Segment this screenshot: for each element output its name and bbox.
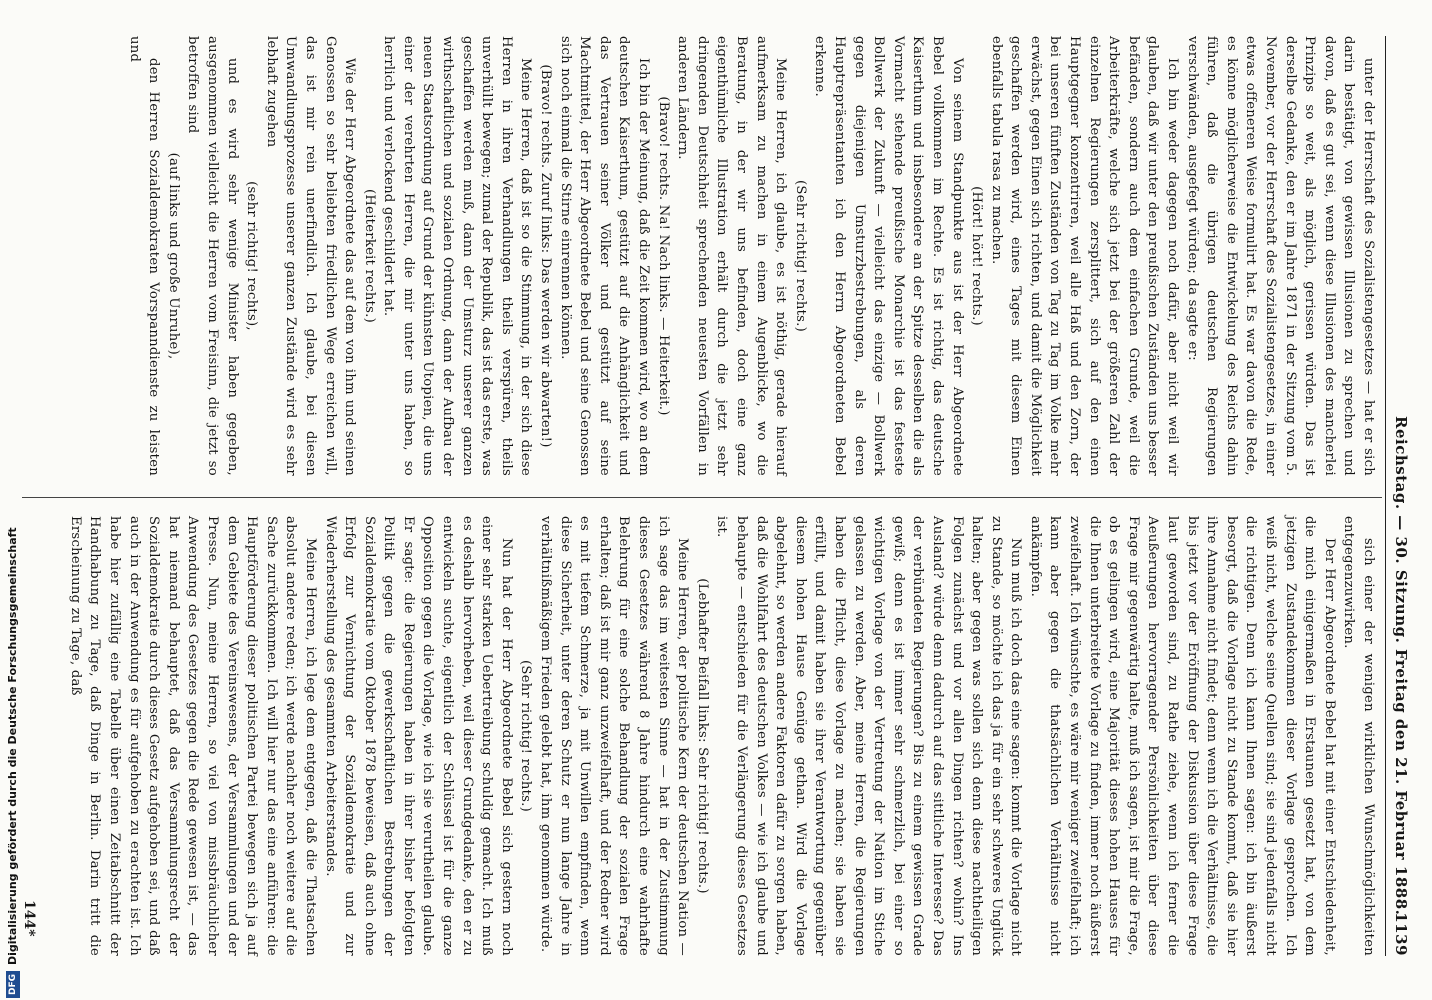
paragraph: den Herren Sozialdemokraten Vorspanndienste zu leisten und (126, 36, 162, 476)
paragraph: Ich bin der Meinung, daß die Zeit kommen wird, wo an dem deutschen Kaiserthum, gestützt auf die Anhänglichkeit und das Vertrauen seiner Völker und gestützt auf seine Machtmittel, der Herr Abgeordnete Bebel und seine Genossen sich noch einmal die Stirne einrennen können. (557, 36, 652, 476)
digitization-credit (4, 527, 22, 998)
paragraph: (Hört! hört! rechts.) (969, 186, 985, 326)
paragraph: Meine Herren, daß ist so die Stimmung, in der sich diese Herren in ihren Verhandlungen theils verspüren, theils unverhüllt bewegen; zumal der Republik, das ist das erste, was geschaffen werden muß, dann der Umsturz unserer ganzen wirthschaftlichen und sozialen Ordnung, dann der Aufbau der neuen Staatsordnung auf Grund der kühnsten Utopien, die uns einer der verehrten Herren, die mir unter uns haben, so herrlich und verlockend geschildert hat. (381, 36, 534, 476)
paragraph: Ich bin weder dagegen noch dafür, aber nicht weil wir glauben, daß wir unter den preußischen Zuständen uns besser befänden, sondern auch dem einfachen Grunde, weil die Arbeiterkräfte, welche sich jetzt bei der größeren Zahl der einzelnen Regierungen zersplittert, sich auf den einen Hauptgegner konzentriren, weil alle Haß und den Zorn, der bei unseren fünften Zuständen von Tag zu Tag im Volke mehr erwächst, gegen Einen sich richten, und damit die Möglichkeit geschaffen werden wird, eines Tages mit diesem Einen ebenfalls tabula rasa zu machen. (988, 36, 1181, 476)
paragraph: (Bravo! rechts. Na! Nach links. — Heiterkeit.) (655, 96, 671, 416)
header-title: Reichstag. — 30. Sitzung. Freitag den 21. Februar 1888. (1392, 416, 1410, 916)
header-rule (1385, 36, 1386, 956)
sheet-signature: 144* (21, 900, 37, 937)
paragraph: Der Herr Abgeordnete Bebel hat mit einer Entschiedenheit, die mich einigermaßen in Erstaunen gesetzt hat, von dem jetzigen Zustandekommen dieser Vorlage gesprochen. Ich weiß nicht, welche seine Quellen sind; sie sind jedenfalls nicht die richtigen. Denn ich kann Ihnen sagen: ich bin äußerst besorgt, daß die Vorlage nicht zu Stande kommt, daß sie hier ihre Annahme nicht findet; denn wenn ich die Verhältnisse, die bis jetzt vor der Eröffnung der Diskussion über diese Frage laut geworden sind, zu Rathe ziehe, wenn ich ferner die Aeußerungen hervorragender Persönlichkeiten über diese Frage mir gegenwärtig halte, muß ich sagen, ist mir die Frage, ob es gelingen wird, eine Majorität dieses hohen Hauses für die Ihnen unterbreitete Vorlage zu finden, immer noch äußerst zweifelhaft. Ich wünschte, es wäre mir weniger zweifelhaft; ich kann aber gegen die thatsächlichen Verhältnisse nicht ankämpfen. (1027, 516, 1337, 956)
paragraph: (auf links und große Unruhe), (165, 152, 181, 360)
page-number: 1139 (1392, 912, 1410, 956)
right-column (65, 516, 1378, 956)
credit-text: Digitalisierung gefördert durch die Deutsche Forschungsgemeinschaft (6, 527, 19, 965)
running-header (1388, 36, 1410, 956)
paragraph: Nun muß ich doch das eine sagen: kommt die Vorlage nicht zu Stande, so möchte ich das ja für ein sehr schweres Unglück halten; aber gegen was sollen sich denn diese nachtheiligen Folgen zunächst und vor allen Dingen richten? wohin? Ins Ausland? würde denn dadurch auf das sittliche Interesse? Das der verbündeten Regierungen? Bis zu einem gewissen Grade gewiß; denn es ist immer sehr schmerzlich, bei einer so wichtigen Vorlage von der Vertretung der Nation im Stiche gelassen zu werden. Aber, meine Herren, die Regierungen haben die Pflicht, diese Vorlage zu machen; sie haben sie erfüllt, und damit haben sie ihrer Verantwortung gegenüber diesem hohen Hause Genüge gethan. Wird die Vorlage abgelehnt, so werden andere Faktoren dafür zu sorgen haben, daß die Wohlfahrt des deutschen Volkes — wie ich glaube und behaupte — entschieden für die Verlängerung dieses Gesetzes ist. (714, 516, 1024, 956)
paragraph: Meine Herren, ich lege dem entgegen, daß die Thatsachen absolut andere reden; ich werde nachher noch weitere auf die Sache zurückkommen. Ich will hier nur das eine anführen: die Hauptförderung dieser politischen Partei bewegen sich ja auf dem Gebiete des Vereinswesens, der Versammlungen und der Presse. Nun, meine Herren, so viel von missbräuchlicher Anwendung des Gesetzes gegen die Rede gewesen ist, — das hat niemand behauptet, daß das Versammlungsrecht der Sozialdemokratie durch dieses Gesetz aufgehoben sei, und daß auch in der Anwendung es für aufgehoben zu erachten ist. Ich habe hier zufällig eine Tabelle über einen Zeitabschnitt der Handhabung zu Tage, daß Dinge in Berlin. Darin tritt die Erscheinung zu Tage, daß (67, 516, 318, 956)
paragraph: (Lebhafter Beifall links: Sehr richtig! rechts.) (694, 578, 710, 894)
paragraph: (Bravo! rechts. Zuruf links: Das werden wir abwarten!) (538, 64, 554, 448)
paragraph: und es wird sehr wenige Minister haben gegeben, ausgenommen vielleicht die Herren vom Freisinn, die jetzt so betroffen sind (185, 36, 240, 476)
paragraph: (Heiterkeit rechts.) (361, 189, 377, 323)
left-column (124, 36, 1378, 476)
paragraph: Wie der Herr Abgeordnete das auf dem von ihm und seinen Genossen so sehr beliebten friedlichen Wege erreichen will, das ist mir rein unerfindlich. Ich glaube, bei diesen Umwandlungsprozesse unserer ganzen Zustände wird es sehr lebhaft zugehen (263, 36, 358, 476)
paragraph: (Sehr richtig! rechts.) (792, 180, 808, 332)
paragraph: (Sehr richtig! rechts.) (518, 660, 534, 812)
paragraph: Meine Herren, ich glaube, es ist nöthig, gerade hierauf aufmerksam zu machen in einem Augenblicke, wo die Beratung, in der wir uns befinden, doch eine ganz eigenthümliche Illustration erhält durch die jetzt sehr dringenden Deutschheit sprechenden neuesten Vorfällen in anderen Ländern. (675, 36, 789, 476)
paragraph: Von seinem Standpunkte aus ist der Herr Abgeordnete Bebel vollkommen im Rechte. Es ist richtig, das deutsche Kaiserthum und insbesondere an der Spitze desselben die als Vormacht stehende preußische Monarchie ist das festeste Bollwerk der Zukunft — vielleicht das einzige — Bollwerk gegen diejenigen Umsturzbestrebungen, als deren Hauptrepräsentanten ich den Herrn Abgeordneten Bebel erkenne. (812, 36, 965, 476)
paragraph: sich einer der wenigen wirklichen Wunschmöglichkeiten entgegenzuwirken. (1341, 516, 1376, 956)
dfg-logo-icon: DFG (6, 971, 20, 998)
paragraph: Nun hat der Herr Abgeordnete Bebel sich gestern noch einer sehr starken Uebertreibung schuldig gemacht. Ich muß es deshalb hervorheben, weil dieser Grundgedanke, den er zu entwickeln suchte, eigentlich der Schlüssel ist für die ganze Opposition gegen die Vorlage, wie ich sie verurtheilen glaube. Er sagte: die Regierungen haben in ihrer bisher befolgten Politik gegen die gewerkschaftlichen Bestrebungen der Sozialdemokratie vom Oktober 1878 beweisen, daß auch ohne Erfolg zur Vernichtung der Sozialdemokratie und zur Wiederherstellung des gesammten Arbeiterstandes. (322, 516, 514, 956)
paragraph: (sehr richtig! rechts), (244, 181, 260, 331)
paragraph: Meine Herren, der politische Kern der deutschen Nation — ich sage das im weitesten Sinne — hat in der Zustimmung dieses Gesetzes während 8 Jahre hindurch eine wahrhafte Belehrung für eine solche Behandlung der sozialen Frage erhalten; daß ist mir ganz unzweifelhaft, und der Redner wird es mit tiefem Schmerze, ja mit Unwillen empfinden, wenn diese Sicherheit, unter deren Schutz er nun lange Jahre in verhältnißmäßigem Frieden gelebt hat, ihm genommen würde. (538, 516, 691, 956)
paragraph: unter der Herrschaft des Sozialistengesetzes — hat er sich darin bestätigt, von gewissen Illusionen zu sprechen und davon, daß es gut sei, wenn diese Illusionen des mancherlei Prinzips so weit, als möglich, gerissen würden. Das ist derselbe Gedanke, den er im Jahre 1871 in der Sitzung vom 5. November, vor der Herrschaft des Sozialistengesetzes, in einer etwas offeneren Weise formulirt hat. Es war davon die Rede, es könne möglicherweise die Entwickelung des Reichs dahin führen, daß die übrigen deutschen Regierungen verschwänden, ausgefegt würden; da sagte er: (1184, 36, 1376, 476)
column-divider (22, 497, 1382, 498)
